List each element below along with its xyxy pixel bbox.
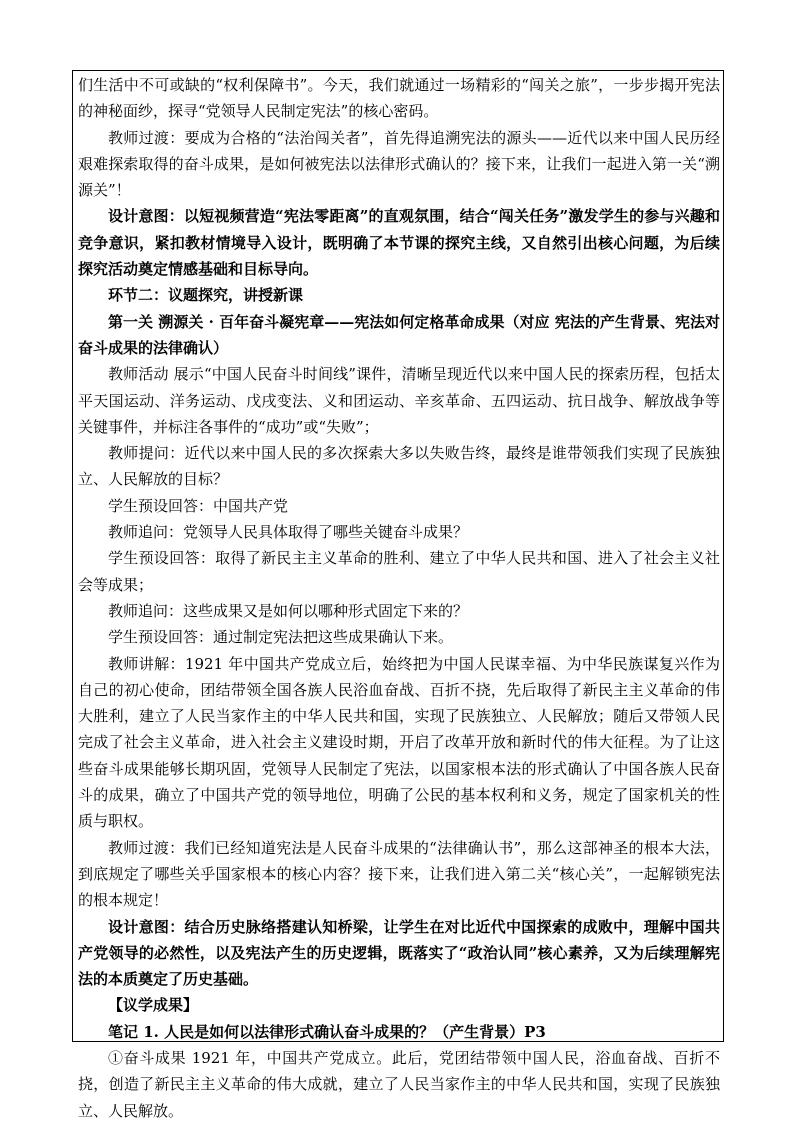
section-heading-step2: 环节二：议题探究，讲授新课 <box>108 286 304 305</box>
paragraph-teacher-question: 教师提问：近代以来中国人民的多次探索大多以失败告终，最终是谁带领我们实现了民族独立、人民解放的目标？ <box>78 444 720 489</box>
paragraph-intro-continuation: 们生活中不可或缺的“权利保障书”。今天，我们就通过一场精彩的“闯关之旅”，一步步揭开宪法的神秘面纱，探寻“党领导人民制定宪法”的核心密码。 <box>78 76 720 121</box>
note-item-1: ①奋斗成果 1921 年，中国共产党成立。此后，党团结带领中国人民，浴血奋战、百折不挠，创造了新民主主义革命的伟大成就，建立了人民当家作主的中华人民共和国，实现了民族独立、人民解放。 <box>78 1048 720 1120</box>
paragraph-teacher-transition-1: 教师过渡：要成为合格的“法治闯关者”，首先得追溯宪法的源头——近代以来中国人民历经艰难探索取得的奋斗成果，是如何被宪法以法律形式确认的？接下来，让我们一起进入第一关“溯源关”！ <box>78 128 720 200</box>
section-heading-results: 【议学成果】 <box>108 996 199 1015</box>
paragraph-teacher-lecture: 教师讲解：1921 年中国共产党成立后，始终把为中国人民谋幸福、为中华民族谋复兴作为自己的初心使命，团结带领全国各族人民浴血奋战、百折不挠，先后取得了新民主主义革命的伟大胜利，建立了人民当家作主的中华人民共和国，实现了民族独立、人民解放；随后又带领人民完成了社会主义革命，进入社会主义建设时期，开启了改革开放和新时代的伟大征程。为了让这些奋斗成果能够长期巩固，党领导人民制定了宪法，以国家根本法的形式确认了中国各族人民奋斗的成果，确立了中国共产党的领导地位，明确了公民的基本权利和义务，规定了国家机关的性质与职权。 <box>78 654 720 831</box>
paragraph-student-answer-3: 学生预设回答：通过制定宪法把这些成果确认下来。 <box>108 628 454 647</box>
section-heading-level1: 第一关 溯源关 · 百年奋斗凝宪章——宪法如何定格革命成果（对应 宪法的产生背景、宪法对奋斗成果的法律确认） <box>78 312 720 357</box>
paragraph-teacher-transition-2: 教师过渡：我们已经知道宪法是人民奋斗成果的“法律确认书”，那么这部神圣的根本大法，到底规定了哪些关乎国家根本的核心内容？接下来，让我们进入第二关“核心关”，一起解锁宪法的根本规定！ <box>78 838 720 910</box>
paragraph-teacher-activity: 教师活动 展示“中国人民奋斗时间线”课件，清晰呈现近代以来中国人民的探索历程，包括太平天国运动、洋务运动、戊戌变法、义和团运动、辛亥革命、五四运动、抗日战争、解放战争等关键事件，并标注各事件的“成功”或“失败”； <box>78 365 720 436</box>
paragraph-student-answer-2: 学生预设回答：取得了新民主主义革命的胜利、建立了中华人民共和国、进入了社会主义社会等成果； <box>78 549 720 594</box>
paragraph-teacher-followup-1: 教师追问：党领导人民具体取得了哪些关键奋斗成果？ <box>108 523 469 542</box>
paragraph-design-intent-1: 设计意图：以短视频营造“宪法零距离”的直观氛围，结合“闯关任务”激发学生的参与兴趣和竞争意识，紧扣教材情境导入设计，既明确了本节课的探究主线，又自然引出核心问题，为后续探究活动奠定情感基础和目标导向。 <box>78 207 720 279</box>
paragraph-student-answer-1: 学生预设回答：中国共产党 <box>108 496 289 515</box>
paragraph-design-intent-2: 设计意图：结合历史脉络搭建认知桥梁，让学生在对比近代中国探索的成败中，理解中国共产党领导的必然性，以及宪法产生的历史逻辑，既落实了“政治认同”核心素养，又为后续理解宪法的本质奠定了历史基础。 <box>78 917 720 989</box>
note-heading-1: 笔记 1. 人民是如何以法律形式确认奋斗成果的？（产生背景）P3 <box>108 1022 546 1041</box>
document-body <box>78 72 720 1124</box>
paragraph-teacher-followup-2: 教师追问：这些成果又是如何以哪种形式固定下来的？ <box>108 601 469 620</box>
